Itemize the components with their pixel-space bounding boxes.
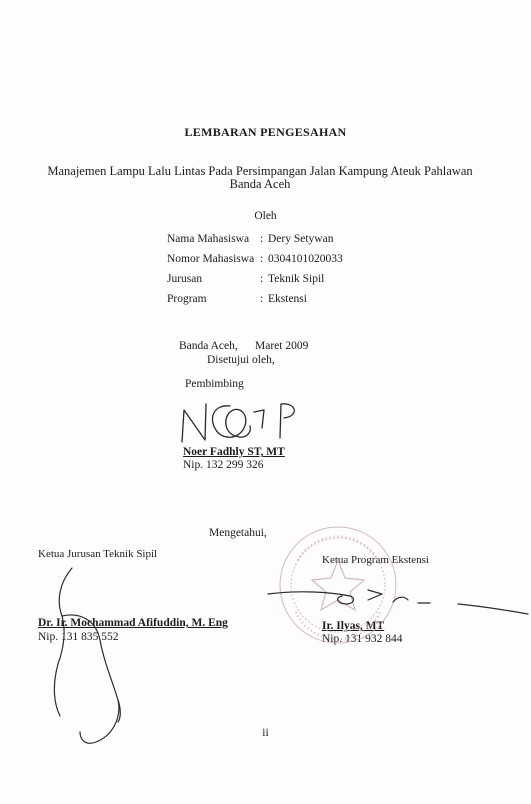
- advisor-name: Noer Fadhly ST, MT: [183, 446, 285, 458]
- approved-by: Disetujui oleh,: [207, 354, 275, 366]
- advisor-nip: Nip. 132 299 326: [183, 459, 264, 471]
- info-row-name: [167, 233, 343, 253]
- dept-head-nip: Nip. 131 835 552: [38, 631, 119, 643]
- info-row-department: [167, 273, 343, 293]
- dept-head-name: Dr. Ir. Mochammad Afifuddin, M. Eng: [38, 617, 228, 629]
- dept-head-signature: [54, 568, 120, 743]
- program-head-name: Ir. Ilyas, MT: [322, 620, 385, 632]
- info-separator: :: [260, 253, 264, 265]
- page-title: LEMBARAN PENGESAHAN: [184, 125, 347, 139]
- info-separator: :: [260, 233, 264, 245]
- dept-head-role: Ketua Jurusan Teknik Sipil: [38, 548, 158, 560]
- info-label: Program: [167, 293, 207, 305]
- info-separator: :: [260, 293, 264, 305]
- student-info: [167, 233, 343, 313]
- info-value: Teknik Sipil: [268, 273, 325, 285]
- program-head-signature: [268, 590, 528, 614]
- info-label: Jurusan: [167, 273, 203, 285]
- thesis-title: Manajemen Lampu Lalu Lintas Pada Persimpangan Jalan Kampung Ateuk Pahlawan Banda Aceh: [47, 164, 473, 191]
- acknowledged-label: Mengetahui,: [209, 527, 267, 539]
- info-value: 0304101020033: [268, 253, 343, 265]
- info-value: Ekstensi: [268, 293, 307, 305]
- info-label: Nama Mahasiswa: [167, 233, 250, 245]
- info-row-program: [167, 293, 343, 313]
- advisor-signature: [182, 404, 294, 442]
- info-row-number: [167, 253, 343, 273]
- info-separator: :: [260, 273, 264, 285]
- info-label: Nomor Mahasiswa: [167, 253, 255, 265]
- program-head-nip: Nip. 131 932 844: [322, 633, 403, 645]
- place-date: Banda Aceh, Maret 2009: [179, 340, 309, 352]
- advisor-role: Pembimbing: [185, 378, 244, 390]
- info-value: Dery Setywan: [268, 233, 334, 245]
- by-label: Oleh: [254, 210, 277, 222]
- program-head-role: Ketua Program Ekstensi: [322, 554, 429, 566]
- page-number: ii: [262, 727, 269, 739]
